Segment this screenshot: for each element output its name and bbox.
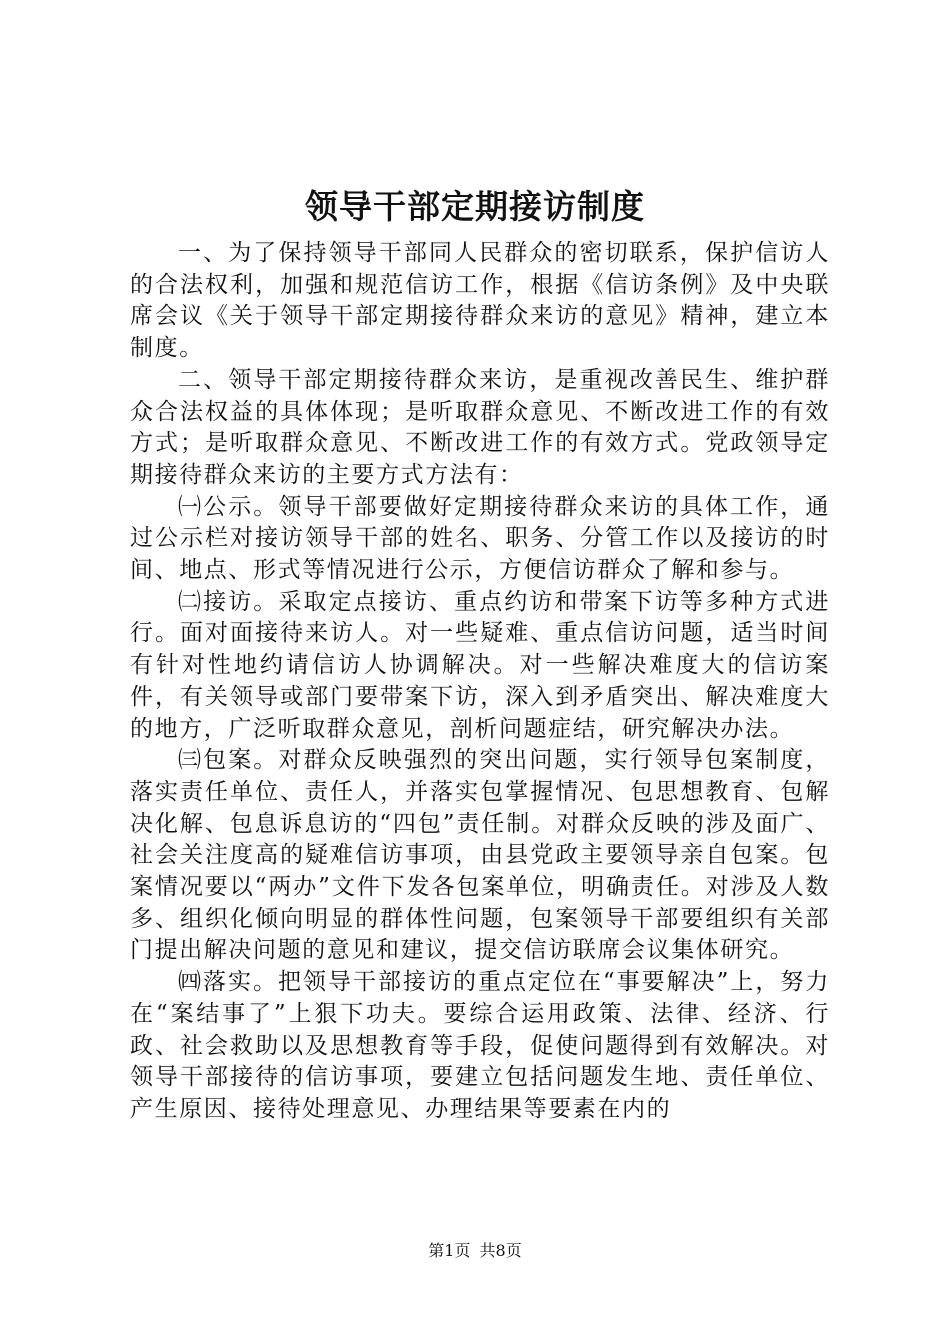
paragraph-6-implementation: ㈣落实。把领导干部接访的重点定位在“事要解决”上，努力在“案结事了”上狠下功夫。要综合运用政策、法律、经济、行政、社会救助以及思想教育等手段，促使问题得到有效解决。对领导干部接待的信访事项，要建立包括问题发生地、责任单位、产生原因、接待处理意见、办理结果等要素在内的: [130, 969, 830, 1122]
paragraph-4-reception: ㈡接访。采取定点接访、重点约访和带案下访等多种方式进行。面对面接待来访人。对一些疑难、重点信访问题，适当时间有针对性地约请信访人协调解决。对一些解决难度大的信访案件，有关领导或部门要带案下访，深入到矛盾突出、解决难度大的地方，广泛听取群众意见，剖析问题症结，研究解决办法。: [130, 588, 830, 742]
document-body: [130, 238, 830, 1126]
document-title: 领导干部定期接访制度: [305, 187, 645, 226]
page-total: 共8页: [479, 1241, 522, 1260]
paragraph-1: 一、为了保持领导干部同人民群众的密切联系，保护信访人的合法权利，加强和规范信访工作，根据《信访条例》及中央联席会议《关于领导干部定期接待群众来访的意见》精神，建立本制度。: [130, 240, 830, 362]
page-footer: [0, 1240, 950, 1262]
paragraph-2: 二、领导干部定期接待群众来访，是重视改善民生、维护群众合法权益的具体体现；是听取群众意见、不断改进工作的有效方式；是听取群众意见、不断改进工作的有效方式。党政领导定期接待群众来访的主要方式方法有：: [130, 366, 830, 488]
paragraph-3-publicity: ㈠公示。领导干部要做好定期接待群众来访的具体工作，通过公示栏对接访领导干部的姓名、职务、分管工作以及接访的时间、地点、形式等情况进行公示，方便信访群众了解和参与。: [130, 493, 830, 584]
paragraph-5-case-handling: ㈢包案。对群众反映强烈的突出问题，实行领导包案制度，落实责任单位、责任人，并落实包掌握情况、包思想教育、包解决化解、包息诉息访的“四包”责任制。对群众反映的涉及面广、社会关注度高的疑难信访事项，由县党政主要领导亲自包案。包案情况要以“两办”文件下发各包案单位，明确责任。对涉及人数多、组织化倾向明显的群体性问题，包案领导干部要组织有关部门提出解决问题的意见和建议，提交信访联席会议集体研究。: [130, 747, 830, 964]
page-number: 第1页: [428, 1241, 471, 1260]
